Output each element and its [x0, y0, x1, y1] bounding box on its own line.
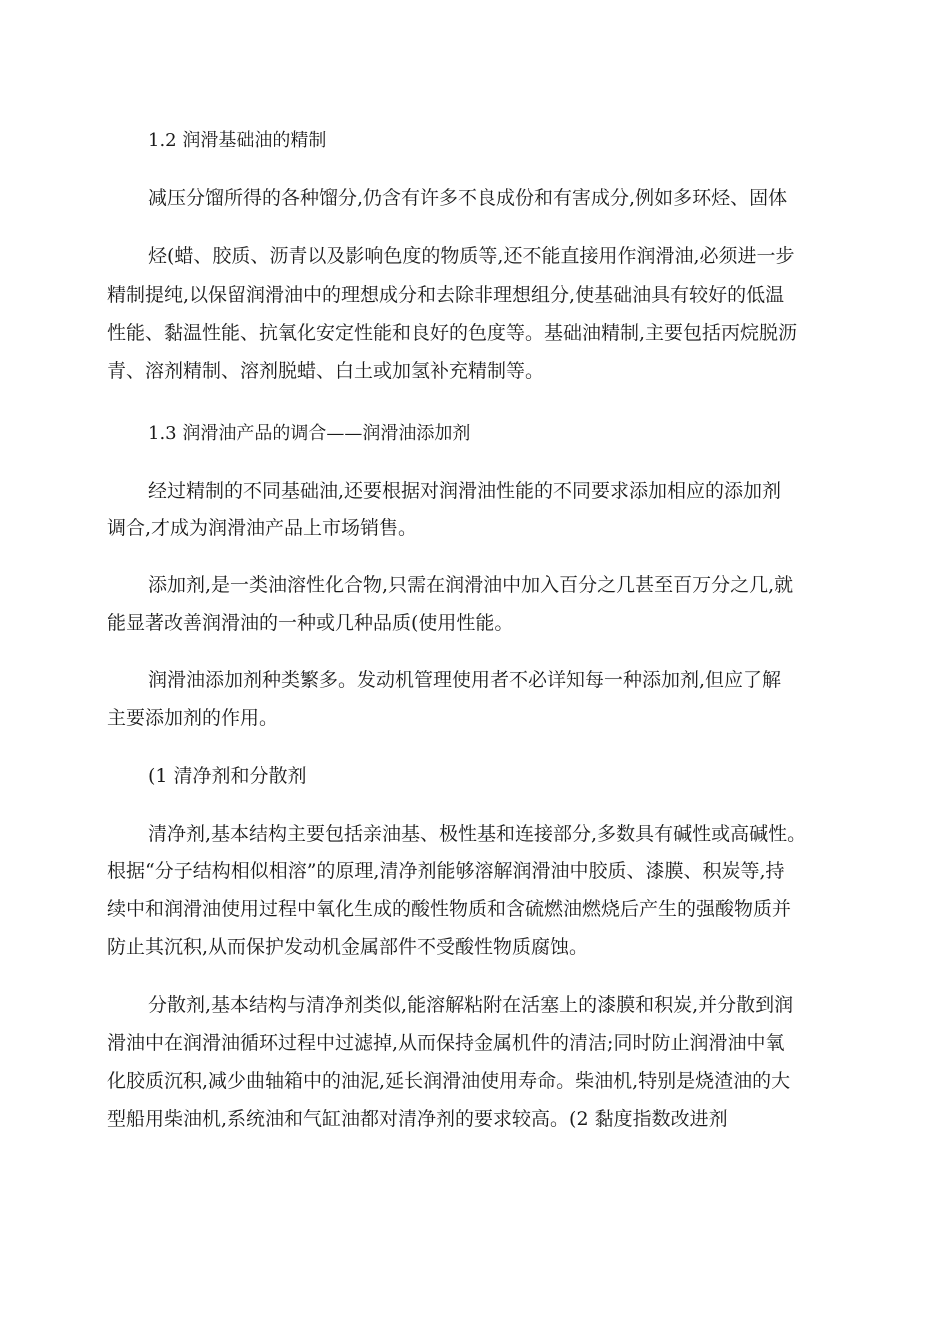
section-1-2-heading: 1.2 润滑基础油的精制 [148, 130, 327, 151]
paragraph-line: 青、溶剂精制、溶剂脱蜡、白土或加氢补充精制等。 [107, 360, 545, 382]
paragraph-line: 添加剂,是一类油溶性化合物,只需在润滑油中加入百分之几甚至百万分之几,就 [148, 574, 794, 596]
paragraph-line: 主要添加剂的作用。 [107, 707, 279, 729]
paragraph-line: 化胶质沉积,减少曲轴箱中的油泥,延长润滑油使用寿命。柴油机,特别是烧渣油的大 [107, 1070, 791, 1092]
subsection-1-heading: (1 清净剂和分散剂 [148, 765, 307, 787]
paragraph-line: 型船用柴油机,系统油和气缸油都对清净剂的要求较高。(2 黏度指数改进剂 [107, 1108, 728, 1130]
paragraph-line: 分散剂,基本结构与清净剂类似,能溶解粘附在活塞上的漆膜和积炭,并分散到润 [148, 994, 794, 1016]
paragraph-line: 清净剂,基本结构主要包括亲油基、极性基和连接部分,多数具有碱性或高碱性。 [148, 823, 807, 845]
paragraph-line: 减压分馏所得的各种馏分,仍含有许多不良成份和有害成分,例如多环烃、固体 [148, 187, 788, 209]
paragraph-line: 调合,才成为润滑油产品上市场销售。 [107, 517, 418, 539]
paragraph-line: 防止其沉积,从而保护发动机金属部件不受酸性物质腐蚀。 [107, 936, 589, 958]
paragraph-line: 烃(蜡、胶质、沥青以及影响色度的物质等,还不能直接用作润滑油,必须进一步 [148, 245, 795, 267]
paragraph-line: 续中和润滑油使用过程中氧化生成的酸性物质和含硫燃油燃烧后产生的强酸物质并 [107, 898, 792, 920]
paragraph-line: 经过精制的不同基础油,还要根据对润滑油性能的不同要求添加相应的添加剂 [148, 480, 782, 502]
paragraph-line: 能显著改善润滑油的一种或几种品质(使用性能。 [107, 612, 514, 634]
paragraph-line: 精制提纯,以保留润滑油中的理想成分和去除非理想组分,使基础油具有较好的低温 [107, 284, 785, 306]
paragraph-line: 滑油中在润滑油循环过程中过滤掉,从而保持金属机件的清洁;同时防止润滑油中氧 [107, 1032, 785, 1054]
section-1-3-heading: 1.3 润滑油产品的调合——润滑油添加剂 [148, 423, 471, 444]
paragraph-line: 性能、黏温性能、抗氧化安定性能和良好的色度等。基础油精制,主要包括丙烷脱沥 [107, 322, 798, 344]
paragraph-line: 润滑油添加剂种类繁多。发动机管理使用者不必详知每一种添加剂,但应了解 [148, 669, 782, 691]
paragraph-line: 根据“分子结构相似相溶”的原理,清净剂能够溶解润滑油中胶质、漆膜、积炭等,持 [107, 860, 785, 882]
